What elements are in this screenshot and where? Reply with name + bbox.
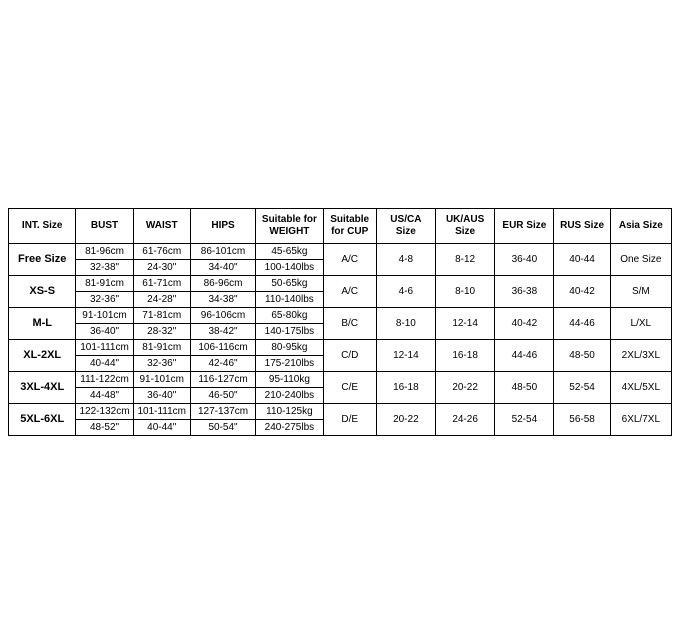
cell-us-ca: 8-10 xyxy=(376,308,435,340)
cell-rus: 44-46 xyxy=(554,308,610,340)
header-hips xyxy=(190,209,255,244)
cell-bust xyxy=(76,372,133,404)
waist-in: 36-40" xyxy=(147,390,177,401)
weight-values xyxy=(256,308,322,339)
header-rus-label: RUS Size xyxy=(560,220,605,231)
hips-cm: 96-106cm xyxy=(191,308,255,324)
cell-weight xyxy=(256,404,323,436)
cell-uk-aus: 24-26 xyxy=(435,404,494,436)
table-row xyxy=(9,308,672,340)
cell-rus: 56-58 xyxy=(554,404,610,436)
bust-in: 40-44" xyxy=(89,358,120,369)
header-hips-label: HIPS xyxy=(211,220,235,231)
hips-in: 46-50" xyxy=(208,390,238,401)
cell-cup: D/E xyxy=(323,404,376,436)
cell-cup: B/C xyxy=(323,308,376,340)
cell-bust xyxy=(76,308,133,340)
cell-eur: 52-54 xyxy=(495,404,554,436)
cell-int-size: 3XL-4XL xyxy=(9,372,76,404)
bust-in: 32-36" xyxy=(89,294,120,305)
hips-values xyxy=(191,276,255,307)
hips-values xyxy=(191,404,255,435)
cell-int-size: M-L xyxy=(9,308,76,340)
cell-bust xyxy=(76,276,133,308)
hips-in: 42-46" xyxy=(208,358,238,369)
table-header xyxy=(9,209,672,244)
waist-in: 28-32" xyxy=(147,326,177,337)
hips-cm: 127-137cm xyxy=(191,404,255,420)
weight-lbs: 240-275lbs xyxy=(264,422,315,433)
cell-hips xyxy=(190,276,255,308)
hips-values xyxy=(191,244,255,275)
weight-values xyxy=(256,340,322,371)
cell-hips xyxy=(190,244,255,276)
header-weight xyxy=(256,209,323,244)
table-row xyxy=(9,340,672,372)
bust-values xyxy=(76,372,132,403)
waist-values xyxy=(134,308,190,339)
header-weight-label-line2: WEIGHT xyxy=(269,226,310,237)
cell-waist xyxy=(133,276,190,308)
header-cup xyxy=(323,209,376,244)
cell-eur: 44-46 xyxy=(495,340,554,372)
bust-in: 44-48" xyxy=(89,390,120,401)
waist-cm: 81-91cm xyxy=(134,340,190,356)
bust-in: 32-38" xyxy=(89,262,120,273)
weight-lbs: 140-175lbs xyxy=(264,326,315,337)
cell-hips xyxy=(190,404,255,436)
hips-values xyxy=(191,308,255,339)
waist-in: 32-36" xyxy=(147,358,177,369)
weight-lbs: 210-240lbs xyxy=(264,390,315,401)
bust-values xyxy=(76,244,132,275)
cell-eur: 40-42 xyxy=(495,308,554,340)
waist-in: 24-28" xyxy=(147,294,177,305)
cell-cup: C/E xyxy=(323,372,376,404)
header-uk-aus-label-line2: Size xyxy=(455,226,476,237)
header-waist xyxy=(133,209,190,244)
cell-waist xyxy=(133,372,190,404)
cell-waist xyxy=(133,308,190,340)
weight-lbs: 100-140lbs xyxy=(264,262,315,273)
cell-us-ca: 20-22 xyxy=(376,404,435,436)
cell-us-ca: 12-14 xyxy=(376,340,435,372)
bust-cm: 122-132cm xyxy=(76,404,132,420)
bust-in: 36-40" xyxy=(89,326,120,337)
bust-cm: 101-111cm xyxy=(76,340,132,356)
header-us-ca xyxy=(376,209,435,244)
hips-in: 34-40" xyxy=(208,262,238,273)
cell-hips xyxy=(190,340,255,372)
cell-asia: S/M xyxy=(610,276,671,308)
bust-values xyxy=(76,308,132,339)
cell-int-size: Free Size xyxy=(9,244,76,276)
weight-values xyxy=(256,244,322,275)
waist-in: 24-30" xyxy=(147,262,177,273)
cell-weight xyxy=(256,340,323,372)
waist-cm: 91-101cm xyxy=(134,372,190,388)
cell-int-size: XL-2XL xyxy=(9,340,76,372)
bust-cm: 111-122cm xyxy=(76,372,132,388)
cell-uk-aus: 8-10 xyxy=(435,276,494,308)
weight-lbs: 175-210lbs xyxy=(264,358,315,369)
cell-cup: C/D xyxy=(323,340,376,372)
cell-waist xyxy=(133,244,190,276)
hips-in: 50-54" xyxy=(208,422,238,433)
bust-cm: 81-96cm xyxy=(76,244,132,260)
weight-values xyxy=(256,404,322,435)
waist-values xyxy=(134,340,190,371)
table-row xyxy=(9,372,672,404)
cell-asia: 2XL/3XL xyxy=(610,340,671,372)
hips-values xyxy=(191,340,255,371)
cell-eur: 36-40 xyxy=(495,244,554,276)
cell-cup: A/C xyxy=(323,276,376,308)
table-row xyxy=(9,404,672,436)
cell-waist xyxy=(133,340,190,372)
cell-us-ca: 16-18 xyxy=(376,372,435,404)
table-body xyxy=(9,244,672,436)
cell-bust xyxy=(76,244,133,276)
cell-int-size: XS-S xyxy=(9,276,76,308)
cell-us-ca: 4-6 xyxy=(376,276,435,308)
cell-uk-aus: 12-14 xyxy=(435,308,494,340)
cell-bust xyxy=(76,340,133,372)
hips-cm: 116-127cm xyxy=(191,372,255,388)
waist-values xyxy=(134,404,190,435)
cell-waist xyxy=(133,404,190,436)
waist-cm: 61-76cm xyxy=(134,244,190,260)
waist-in: 40-44" xyxy=(147,422,177,433)
waist-values xyxy=(134,276,190,307)
cell-asia: L/XL xyxy=(610,308,671,340)
header-us-ca-label-line1: US/CA xyxy=(390,214,422,225)
header-weight-label-line1: Suitable for xyxy=(261,214,317,225)
size-chart-table xyxy=(8,208,672,436)
cell-uk-aus: 8-12 xyxy=(435,244,494,276)
waist-cm: 61-71cm xyxy=(134,276,190,292)
waist-values xyxy=(134,372,190,403)
header-eur-label: EUR Size xyxy=(502,220,547,231)
cell-rus: 40-42 xyxy=(554,276,610,308)
header-cup-label-line1: Suitable xyxy=(330,214,370,225)
hips-cm: 86-101cm xyxy=(191,244,255,260)
cell-eur: 48-50 xyxy=(495,372,554,404)
weight-kg: 110-125kg xyxy=(256,404,322,420)
weight-kg: 95-110kg xyxy=(256,372,322,388)
waist-cm: 71-81cm xyxy=(134,308,190,324)
header-waist-label: WAIST xyxy=(145,220,178,231)
header-int-size-label: INT. Size xyxy=(21,220,63,231)
weight-values xyxy=(256,372,322,403)
table-row xyxy=(9,244,672,276)
weight-kg: 65-80kg xyxy=(256,308,322,324)
cell-uk-aus: 16-18 xyxy=(435,340,494,372)
hips-values xyxy=(191,372,255,403)
header-cup-label-line2: for CUP xyxy=(331,226,369,237)
cell-rus: 40-44 xyxy=(554,244,610,276)
bust-cm: 91-101cm xyxy=(76,308,132,324)
cell-weight xyxy=(256,244,323,276)
cell-rus: 48-50 xyxy=(554,340,610,372)
header-bust xyxy=(76,209,133,244)
bust-values xyxy=(76,340,132,371)
weight-kg: 80-95kg xyxy=(256,340,322,356)
hips-in: 38-42" xyxy=(208,326,238,337)
cell-weight xyxy=(256,276,323,308)
bust-in: 48-52" xyxy=(89,422,120,433)
weight-kg: 45-65kg xyxy=(256,244,322,260)
hips-cm: 86-96cm xyxy=(191,276,255,292)
header-bust-label: BUST xyxy=(90,220,119,231)
header-rus xyxy=(554,209,610,244)
cell-weight xyxy=(256,308,323,340)
header-row xyxy=(9,209,672,244)
waist-cm: 101-111cm xyxy=(134,404,190,420)
cell-asia: 6XL/7XL xyxy=(610,404,671,436)
cell-bust xyxy=(76,404,133,436)
cell-asia: 4XL/5XL xyxy=(610,372,671,404)
bust-values xyxy=(76,276,132,307)
weight-values xyxy=(256,276,322,307)
header-asia-label: Asia Size xyxy=(618,220,663,231)
waist-values xyxy=(134,244,190,275)
weight-kg: 50-65kg xyxy=(256,276,322,292)
hips-in: 34-38" xyxy=(208,294,238,305)
header-us-ca-label-line2: Size xyxy=(395,226,416,237)
header-int-size xyxy=(9,209,76,244)
cell-hips xyxy=(190,308,255,340)
bust-cm: 81-91cm xyxy=(76,276,132,292)
header-asia xyxy=(610,209,671,244)
table-row xyxy=(9,276,672,308)
cell-cup: A/C xyxy=(323,244,376,276)
cell-eur: 36-38 xyxy=(495,276,554,308)
header-uk-aus xyxy=(435,209,494,244)
cell-asia: One Size xyxy=(610,244,671,276)
bust-values xyxy=(76,404,132,435)
cell-hips xyxy=(190,372,255,404)
weight-lbs: 110-140lbs xyxy=(265,294,314,305)
cell-uk-aus: 20-22 xyxy=(435,372,494,404)
header-eur xyxy=(495,209,554,244)
header-uk-aus-label-line1: UK/AUS xyxy=(445,214,485,225)
cell-int-size: 5XL-6XL xyxy=(9,404,76,436)
cell-weight xyxy=(256,372,323,404)
hips-cm: 106-116cm xyxy=(191,340,255,356)
cell-rus: 52-54 xyxy=(554,372,610,404)
cell-us-ca: 4-8 xyxy=(376,244,435,276)
